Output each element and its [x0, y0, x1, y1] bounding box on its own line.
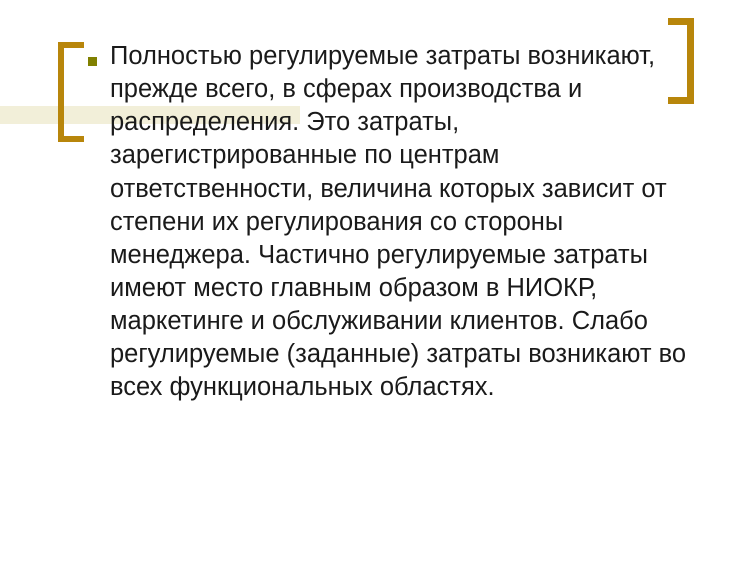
- list-item: [88, 40, 698, 405]
- bracket-left-decoration: [58, 42, 84, 142]
- slide-body: [88, 40, 698, 405]
- bullet-paragraph-text: Полностью регулируемые затраты возникают, прежде всего, в сферах производства и распределения. Это затраты, зарегистрированные по центрам ответственности, величина которых зависит от степени их регулирования со стороны менеджера. Частично регулируемые затраты имеют место главным образом в НИОКР, маркетинге и обслуживании клиентов. Слабо регулируемые (заданные) затраты возникают во всех функциональных областях.: [110, 42, 694, 402]
- square-bullet-icon: [88, 57, 97, 66]
